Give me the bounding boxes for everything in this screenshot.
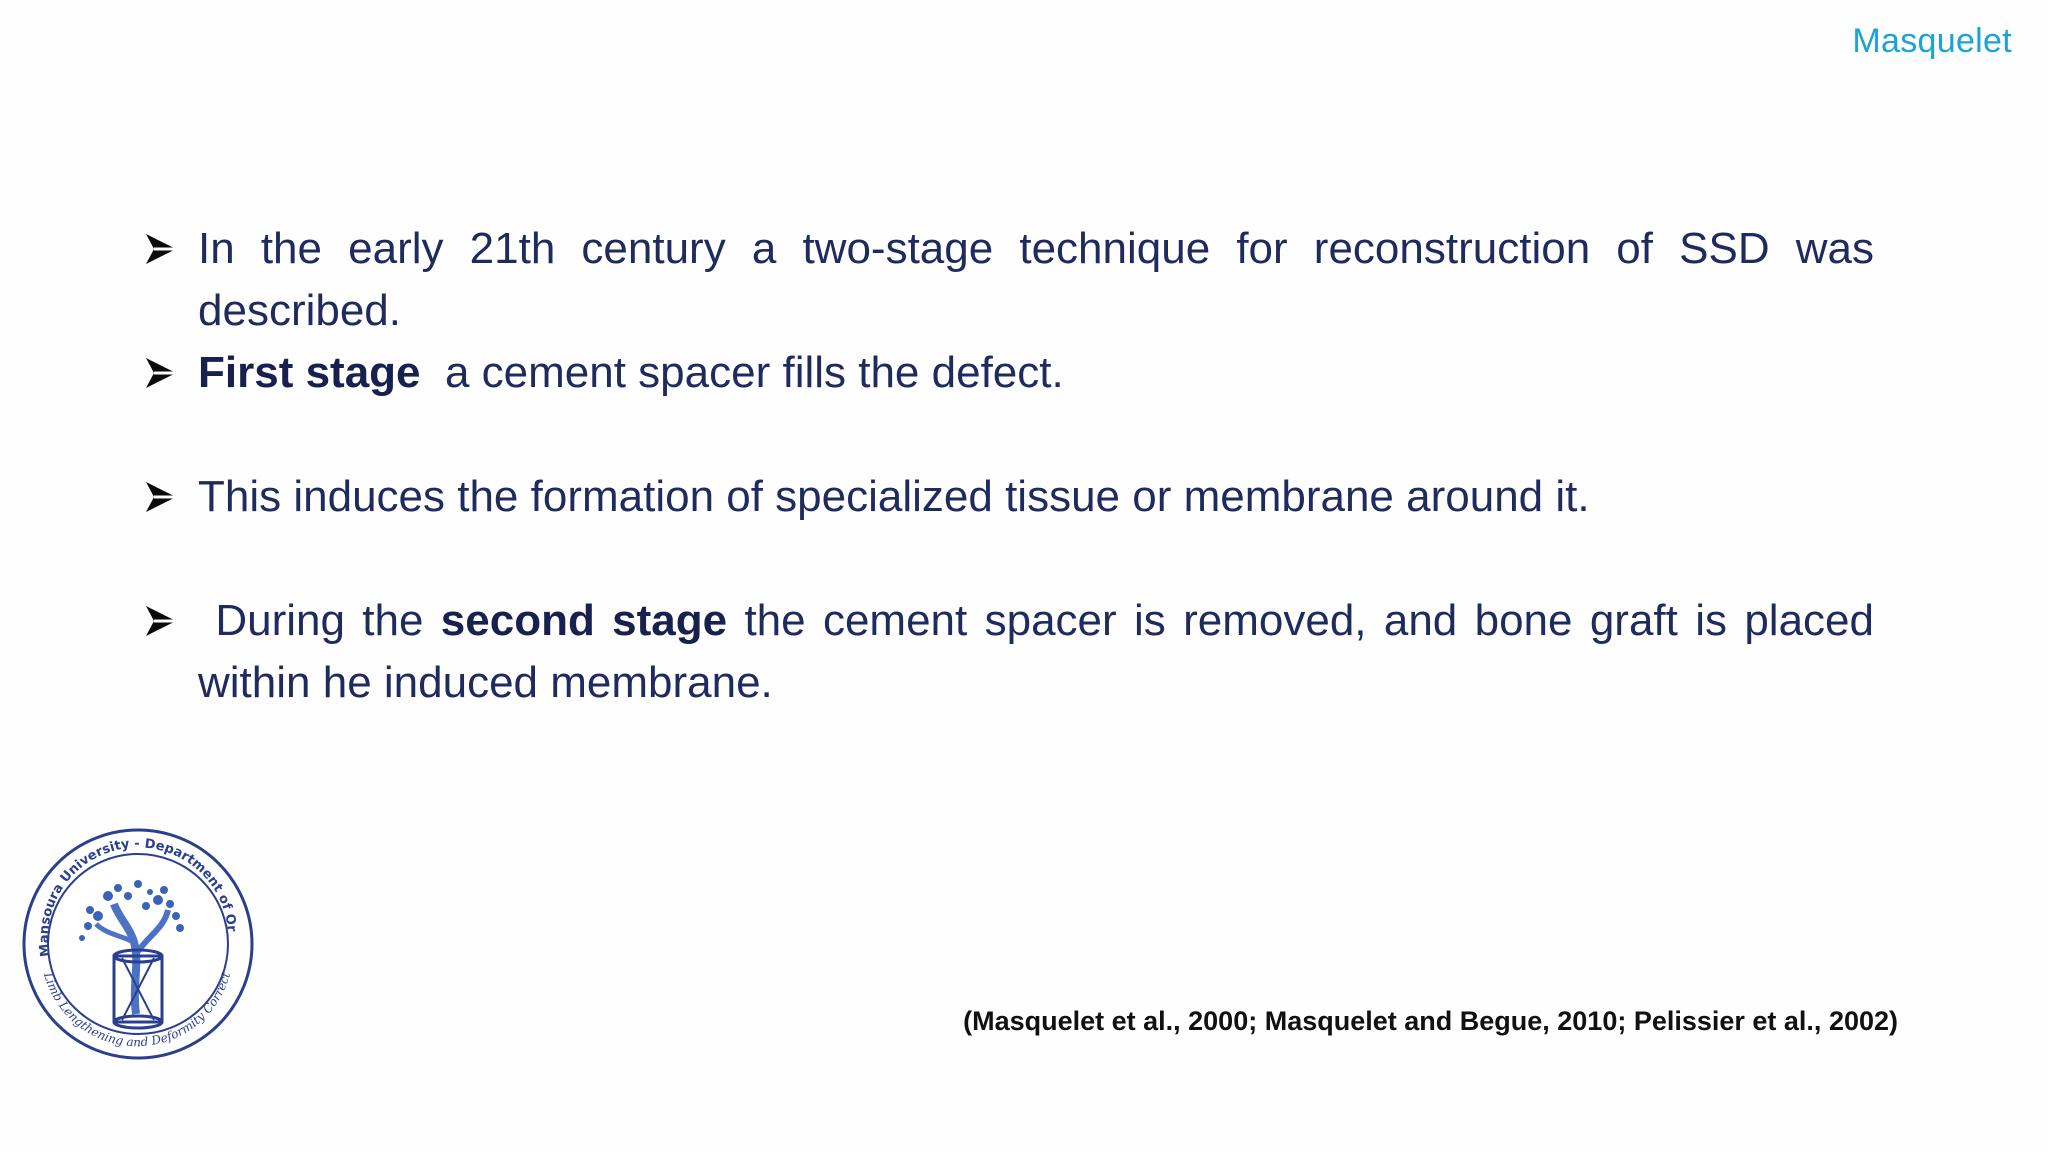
svg-text:Mansoura University - Departme: Mansoura University - Department of Or <box>37 836 239 958</box>
arrow-bullet-icon <box>144 356 178 390</box>
bullet-item-3 <box>144 466 1874 528</box>
bullet-list <box>144 218 1874 714</box>
citation-reference: (Masquelet et al., 2000; Masquelet and Begue, 2010; Pelissier et al., 2002) <box>963 1006 1898 1036</box>
slide-header-label: Masquelet <box>1852 22 2012 60</box>
bullet-text: a cement spacer fills the defect. <box>420 348 1064 397</box>
bullet-bold-text: First stage <box>198 348 421 397</box>
university-seal-logo <box>18 824 258 1064</box>
arrow-bullet-icon <box>144 604 178 638</box>
bullet-item-1 <box>144 218 1874 342</box>
svg-text:Limb Lengthening and Deformity: Limb Lengthening and Deformity Correct <box>41 970 234 1050</box>
bullet-item-2 <box>144 342 1874 404</box>
arrow-bullet-icon <box>144 232 178 266</box>
bullet-text: This induces the formation of specialized tissue or membrane around it. <box>198 472 1590 521</box>
arrow-bullet-icon <box>144 480 178 514</box>
bullet-text: During the <box>198 596 441 645</box>
bullet-item-4 <box>144 590 1874 714</box>
bullet-bold-text: second stage <box>440 596 728 645</box>
bullet-text: the cement spacer is removed, and bone graft is placed within he induced membrane. <box>198 596 1874 707</box>
seal-icon <box>18 824 258 1064</box>
bullet-text: In the early 21th century a two-stage technique for reconstruction of SSD was described. <box>198 224 1874 335</box>
